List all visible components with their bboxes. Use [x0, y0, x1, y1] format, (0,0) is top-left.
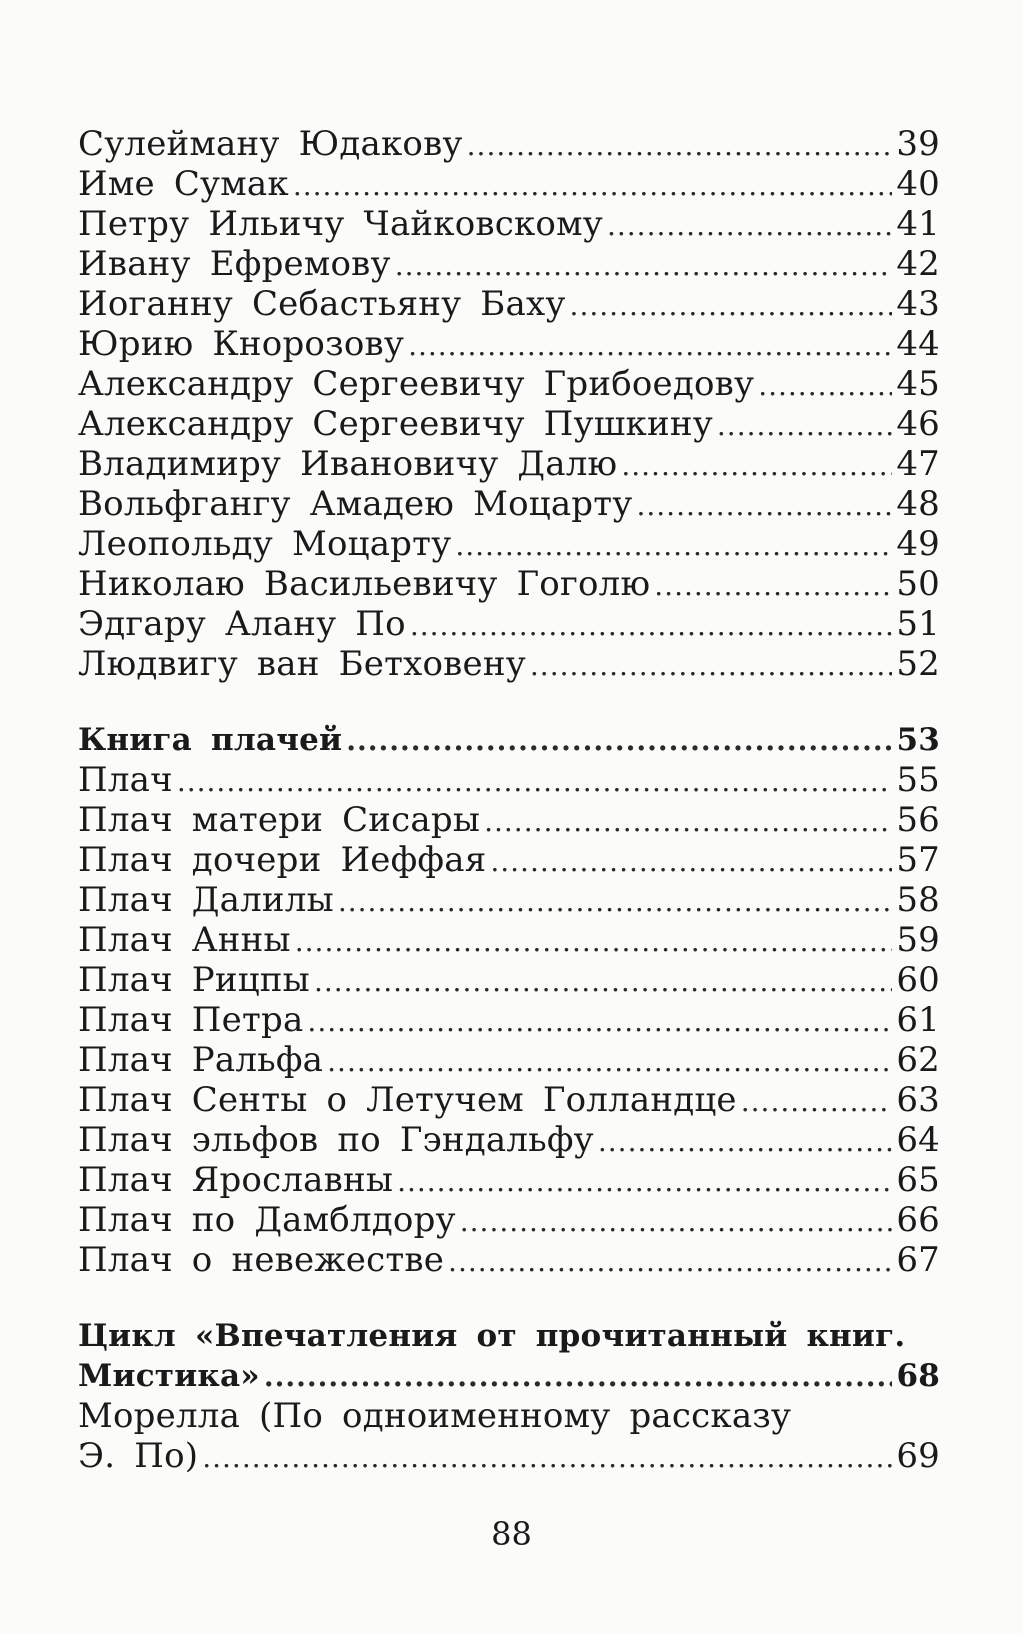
dot-leader: [607, 206, 892, 246]
toc-entry: [78, 564, 940, 604]
entry-title: Плач Сенты о Летучем Голландце: [78, 1080, 737, 1120]
toc-entry: [78, 1000, 940, 1040]
entry-page: 69: [896, 1436, 940, 1476]
entry-page: 60: [896, 960, 940, 1000]
entry-title: Леопольду Моцарту: [78, 524, 452, 564]
entry-page: 59: [896, 920, 940, 960]
dot-leader: [314, 962, 892, 1002]
toc-entry: [78, 604, 940, 644]
heading-title: Цикл «Впечатления от прочитанный книг.: [78, 1318, 906, 1354]
entry-title: Петру Ильичу Чайковскому: [78, 204, 603, 244]
dot-leader: [570, 286, 893, 326]
entry-title: Владимиру Ивановичу Далю: [78, 444, 618, 484]
dot-leader: [327, 1042, 892, 1082]
dot-leader: [346, 721, 892, 761]
toc-entry: [78, 364, 940, 404]
entry-page: 43: [896, 284, 940, 324]
entry-page: 44: [896, 324, 940, 364]
entry-page: 50: [896, 564, 940, 604]
entry-page: 62: [896, 1040, 940, 1080]
toc-entry: [78, 1160, 940, 1200]
toc-section-dedications: [78, 124, 940, 684]
entry-title: Плач: [78, 760, 173, 800]
entry-page: 41: [896, 204, 940, 244]
table-of-contents: [78, 124, 940, 1476]
entry-title: Морелла (По одноименному рассказу: [78, 1396, 792, 1436]
entry-page: 39: [896, 124, 940, 164]
toc-section-heading-line2: [78, 1356, 940, 1396]
toc-entry: [78, 1200, 940, 1240]
toc-entry: [78, 800, 940, 840]
toc-entry: [78, 284, 940, 324]
entry-page: 42: [896, 244, 940, 284]
entry-title: Име Сумак: [78, 164, 289, 204]
entry-page: 52: [896, 644, 940, 684]
toc-entry: [78, 880, 940, 920]
dot-leader: [467, 126, 893, 166]
entry-title: Юрию Кнорозову: [78, 324, 405, 364]
dot-leader: [338, 882, 892, 922]
toc-entry: [78, 920, 940, 960]
dot-leader: [758, 366, 892, 406]
dot-leader: [293, 166, 893, 206]
entry-page: 65: [896, 1160, 940, 1200]
toc-entry: [78, 1080, 940, 1120]
entry-title: Плач дочери Иеффая: [78, 840, 487, 880]
entry-page: 64: [896, 1120, 940, 1160]
toc-entry: [78, 840, 940, 880]
toc-entry: [78, 644, 940, 684]
entry-title: Плач Анны: [78, 920, 291, 960]
dot-leader: [295, 922, 893, 962]
entry-title: Плач Ральфа: [78, 1040, 324, 1080]
toc-entry-line2: [78, 1436, 940, 1476]
entry-page: 66: [896, 1200, 940, 1240]
toc-section-heading-line1: [78, 1316, 940, 1356]
entry-title: Плач Петра: [78, 1000, 304, 1040]
heading-title: Книга плачей: [78, 722, 343, 758]
toc-entry: [78, 1240, 940, 1280]
entry-page: 49: [896, 524, 940, 564]
dot-leader: [202, 1438, 892, 1478]
heading-page: 53: [896, 722, 940, 758]
entry-title: Плач о невежестве: [78, 1240, 445, 1280]
dot-leader: [598, 1122, 892, 1162]
toc-entry: [78, 444, 940, 484]
entry-title: Ивану Ефремову: [78, 244, 391, 284]
dot-leader: [408, 326, 892, 366]
section-gap: [78, 1280, 940, 1316]
entry-page: 61: [896, 1000, 940, 1040]
toc-entry: [78, 484, 940, 524]
toc-entry: [78, 324, 940, 364]
dot-leader: [397, 1162, 892, 1202]
page-number: 88: [491, 1515, 532, 1553]
entry-title: Людвигу ван Бетховену: [78, 644, 526, 684]
dot-leader: [395, 246, 893, 286]
dot-leader: [484, 802, 892, 842]
toc-entry: [78, 124, 940, 164]
entry-title: Вольфгангу Амадею Моцарту: [78, 484, 633, 524]
dot-leader: [654, 566, 892, 606]
dot-leader: [264, 1357, 893, 1397]
toc-entry: [78, 1040, 940, 1080]
entry-title: Плач Ярославны: [78, 1160, 394, 1200]
entry-page: 67: [896, 1240, 940, 1280]
toc-entry: [78, 1120, 940, 1160]
dot-leader: [530, 646, 892, 686]
entry-title: Плач матери Сисары: [78, 800, 481, 840]
entry-page: 63: [896, 1080, 940, 1120]
entry-page: 48: [896, 484, 940, 524]
toc-entry: [78, 164, 940, 204]
toc-entry: [78, 960, 940, 1000]
dot-leader: [177, 762, 893, 802]
dot-leader: [741, 1082, 893, 1122]
toc-entry: [78, 244, 940, 284]
dot-leader: [448, 1242, 892, 1282]
entry-title: Э. По): [78, 1436, 199, 1476]
dot-leader: [410, 606, 893, 646]
dot-leader: [621, 446, 892, 486]
toc-entry: [78, 204, 940, 244]
toc-entry: [78, 524, 940, 564]
entry-title: Александру Сергеевичу Пушкину: [78, 404, 713, 444]
toc-entry: [78, 404, 940, 444]
entry-title: Плач Рицпы: [78, 960, 310, 1000]
entry-title: Плач Далилы: [78, 880, 334, 920]
entry-page: 56: [896, 800, 940, 840]
entry-page: 55: [896, 760, 940, 800]
entry-title: Александру Сергеевичу Грибоедову: [78, 364, 755, 404]
dot-leader: [460, 1202, 893, 1242]
heading-title: Мистика»: [78, 1358, 260, 1394]
entry-page: 45: [896, 364, 940, 404]
dot-leader: [307, 1002, 892, 1042]
dot-leader: [490, 842, 892, 882]
toc-entry-line1: [78, 1396, 940, 1436]
entry-title: Плач по Дамблдору: [78, 1200, 456, 1240]
toc-entry: [78, 760, 940, 800]
toc-section-laments: [78, 720, 940, 1280]
toc-section-heading: [78, 720, 940, 760]
entry-title: Плач эльфов по Гэндальфу: [78, 1120, 594, 1160]
entry-page: 46: [896, 404, 940, 444]
dot-leader: [717, 406, 892, 446]
entry-page: 58: [896, 880, 940, 920]
entry-page: 47: [896, 444, 940, 484]
heading-page: 68: [896, 1358, 940, 1394]
entry-page: 40: [896, 164, 940, 204]
dot-leader: [636, 486, 892, 526]
dot-leader: [455, 526, 892, 566]
section-gap: [78, 684, 940, 720]
entry-page: 51: [896, 604, 940, 644]
entry-title: Сулейману Юдакову: [78, 124, 463, 164]
entry-page: 57: [896, 840, 940, 880]
entry-title: Николаю Васильевичу Гоголю: [78, 564, 651, 604]
toc-section-mystic: [78, 1316, 940, 1476]
entry-title: Иоганну Себастьяну Баху: [78, 284, 566, 324]
entry-title: Эдгару Алану По: [78, 604, 406, 644]
